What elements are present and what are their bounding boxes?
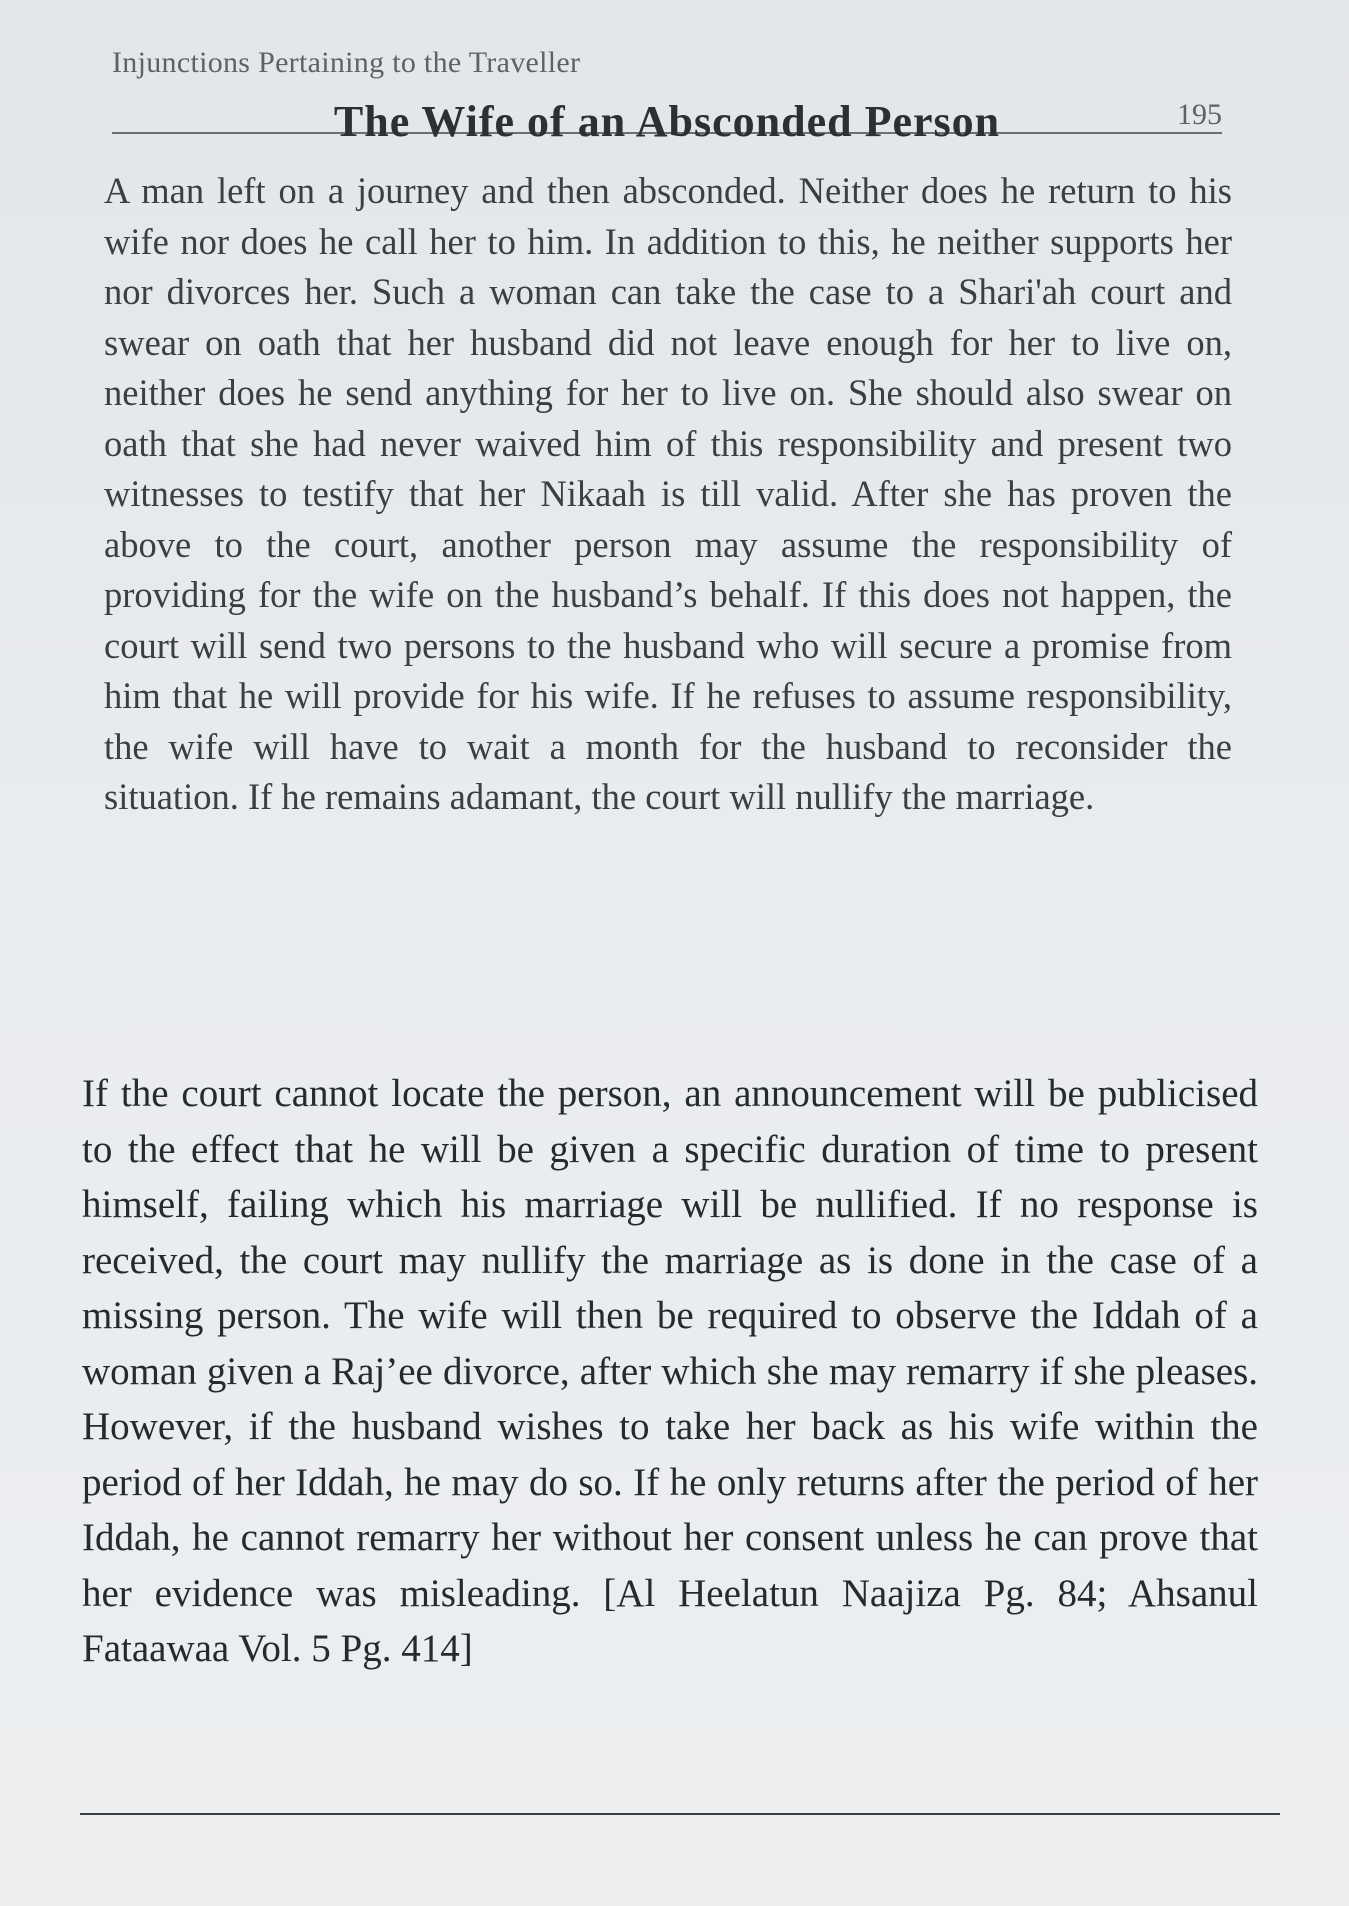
running-title: Injunctions Pertaining to the Traveller: [112, 46, 581, 79]
footer-rule: [80, 1813, 1280, 1815]
body-paragraph-2: If the court cannot locate the person, an announcement will be publicised to the effect that he will be given a specific duration of time to present himself, failing which his marriage will be nullified. If no response is received, the court may nullify the marriage as is done in the case of a missing person. The wife will then be required to observe the Iddah of a woman given a Raj’ee divorce, after which she may remarry if she pleases. However, if the husband wishes to take her back as his wife within the period of her Iddah, he may do so. If he only returns after the period of her Iddah, he cannot remarry her without her consent unless he can prove that her evidence was misleading. [Al Heelatun Naajiza Pg. 84; Ahsanul Fataawaa Vol. 5 Pg. 414]: [82, 1072, 1258, 1670]
section-title: The Wife of an Absconded Person: [333, 97, 1001, 146]
page-number: 195: [1177, 98, 1222, 131]
body-paragraph-1: A man left on a journey and then absconded. Neither does he return to his wife nor does he call her to him. In addition to this, he neither supports her nor divorces her. Such a woman can take the case to a Shari'ah court and swear on oath that her husband did not leave enough for her to live on, neither does he send anything for her to live on. She should also swear on oath that she had never waived him of this responsibility and present two witnesses to testify that her Nikaah is till valid. After she has proven the above to the court, another person may assume the responsibility of providing for the wife on the husband’s behalf. If this does not happen, the court will send two persons to the husband who will secure a promise from him that he will provide for his wife. If he refuses to assume responsibility, the wife will have to wait a month for the husband to reconsider the situation. If he remains adamant, the court will nullify the marriage.: [104, 170, 1232, 817]
